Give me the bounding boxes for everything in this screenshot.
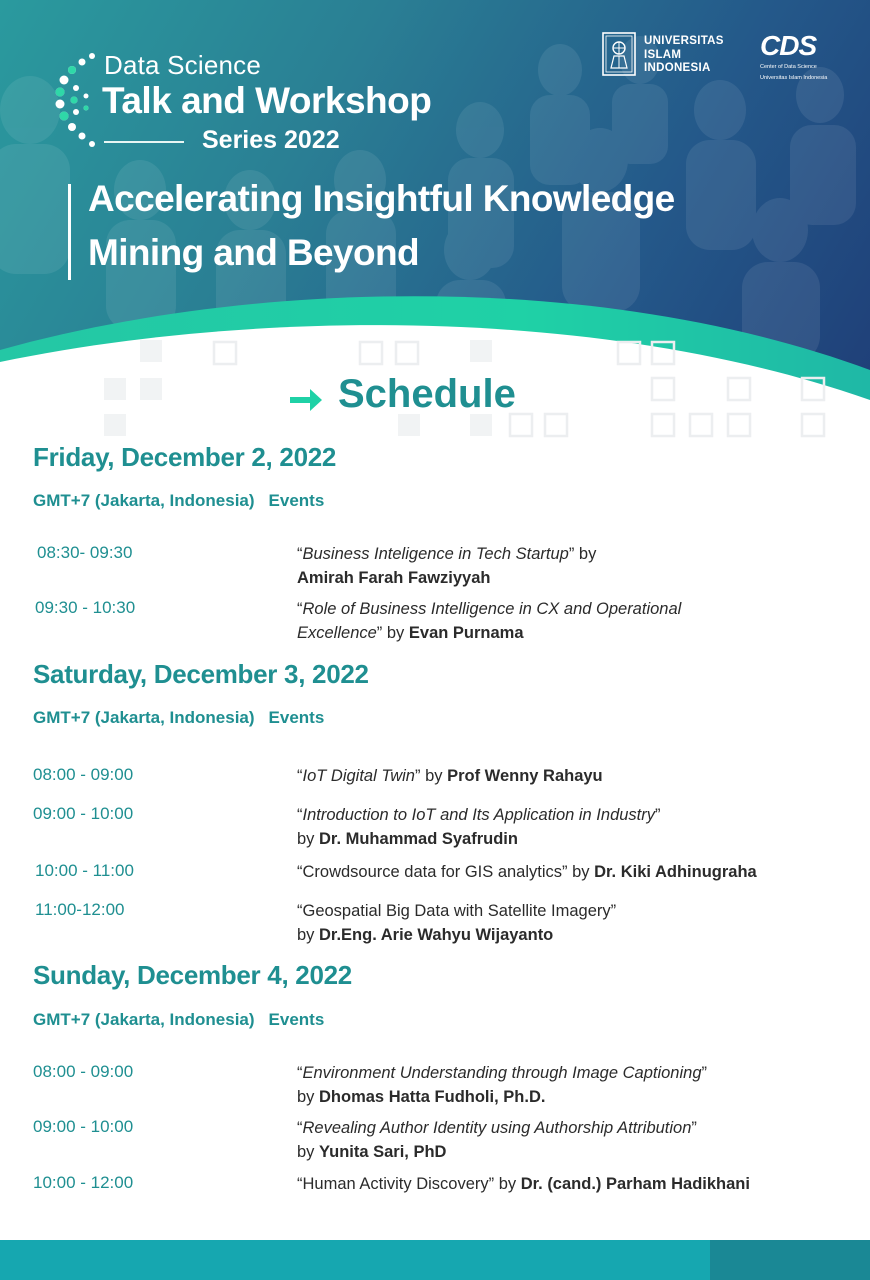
session-text: ”: [701, 1064, 707, 1082]
session-text: ” by: [376, 624, 409, 642]
session-description: [297, 764, 603, 788]
timezone-label: GMT+7 (Jakarta, Indonesia): [33, 708, 255, 727]
events-label: Events: [268, 1010, 325, 1029]
session-line: [297, 1116, 697, 1140]
day-date: Sunday, December 4, 2022: [33, 960, 352, 990]
session-line: [297, 899, 616, 923]
arrow-right-icon: [288, 384, 324, 416]
session-text: “: [297, 806, 303, 824]
event-title-line-1: Accelerating Insightful Knowledge: [88, 178, 675, 219]
session-text: by: [297, 1088, 320, 1106]
session-line: [297, 597, 681, 621]
session-time: 08:00 - 09:00: [33, 1062, 134, 1081]
session-line: [297, 566, 596, 590]
session-text: “: [297, 1064, 303, 1082]
session-text: “: [297, 545, 303, 563]
timezone-label: GMT+7 (Jakarta, Indonesia): [33, 491, 255, 510]
uii-wordmark: [644, 35, 724, 76]
session-line: [297, 764, 603, 788]
session-text: “: [297, 1119, 303, 1137]
events-label: Events: [268, 491, 325, 510]
speaker-name: Dr. (cand.) Parham Hadikhani: [520, 1175, 750, 1193]
footer-bar-accent: [710, 1240, 870, 1280]
session-time: 10:00 - 12:00: [33, 1173, 134, 1192]
series-divider-line: [104, 141, 184, 143]
speaker-name: Dr. Muhammad Syafrudin: [319, 830, 518, 848]
session-text: by: [297, 926, 320, 944]
day-date: Saturday, December 3, 2022: [33, 659, 369, 689]
session-text: ”: [655, 806, 661, 824]
session-description: [297, 542, 596, 590]
session-text: ” by: [568, 545, 597, 563]
speaker-name: Dhomas Hatta Fudholi, Ph.D.: [319, 1088, 546, 1106]
talk-title: Revealing Author Identity using Authorship Attribution: [302, 1119, 692, 1137]
session-text: “Geospatial Big Data with Satellite Imagery”: [297, 902, 617, 920]
session-description: [297, 597, 681, 645]
speaker-name: Dr. Kiki Adhinugraha: [594, 863, 757, 881]
session-line: [297, 542, 596, 566]
cds-wordmark: CDS: [760, 30, 817, 61]
talk-title: Introduction to IoT and Its Application in Industry: [302, 806, 656, 824]
uii-line-3: INDONESIA: [644, 62, 711, 74]
day-date: Friday, December 2, 2022: [33, 442, 337, 472]
session-description: [297, 1172, 750, 1196]
event-title-line-2: Mining and Beyond: [88, 232, 420, 273]
session-text: “Human Activity Discovery” by: [297, 1175, 521, 1193]
session-time: 11:00-12:00: [35, 900, 125, 919]
session-text: by: [297, 830, 320, 848]
session-line: [297, 1140, 697, 1164]
talk-title: Role of Business Intelligence in CX and Operational: [302, 600, 682, 618]
session-text: ” by: [414, 767, 448, 785]
schedule-title: Schedule: [338, 372, 516, 416]
session-time: 09:30 - 10:30: [35, 598, 136, 617]
session-text: by: [297, 1143, 320, 1161]
session-line: [297, 1085, 707, 1109]
timezone-row: [33, 1010, 324, 1030]
session-time: 08:00 - 09:00: [33, 765, 134, 784]
session-time: 08:30- 09:30: [37, 543, 133, 562]
timezone-row: [33, 491, 324, 511]
talk-title: IoT Digital Twin: [302, 767, 415, 785]
cds-subtitle-line-1: Center of Data Science: [760, 64, 817, 70]
data-science-logo-dots-icon: [52, 52, 100, 152]
session-line: [297, 621, 681, 645]
session-description: [297, 899, 616, 947]
series-top-label: Data Science: [104, 50, 262, 80]
speaker-name: Evan Purnama: [408, 624, 524, 642]
session-line: [297, 803, 661, 827]
session-text: “: [297, 600, 303, 618]
uii-line-1: UNIVERSITAS: [644, 35, 724, 47]
series-year-label: Series 2022: [202, 126, 340, 154]
uii-line-2: ISLAM: [644, 48, 682, 61]
session-text: ”: [691, 1119, 697, 1137]
session-line: [297, 1172, 750, 1196]
session-description: [297, 1061, 707, 1109]
speaker-name: Amirah Farah Fawziyyah: [297, 569, 491, 587]
session-text: “Crowdsource data for GIS analytics” by: [297, 863, 595, 881]
uii-seal-icon: [602, 32, 636, 76]
talk-title: Environment Understanding through Image Captioning: [302, 1064, 702, 1082]
speaker-name: Prof Wenny Rahayu: [447, 767, 603, 785]
session-line: [297, 923, 616, 947]
session-line: [297, 860, 757, 884]
session-line: [297, 1061, 707, 1085]
session-text: “: [297, 767, 303, 785]
series-main-label: Talk and Workshop: [102, 80, 432, 121]
session-description: [297, 860, 757, 884]
speaker-name: Yunita Sari, PhD: [319, 1143, 447, 1161]
title-accent-bar: [68, 184, 71, 280]
speaker-name: Dr.Eng. Arie Wahyu Wijayanto: [319, 926, 554, 944]
uii-logo: [602, 32, 742, 80]
cds-subtitle-line-2: Universitas Islam Indonesia: [760, 74, 828, 81]
talk-title: Excellence: [297, 624, 377, 642]
talk-title: Business Inteligence in Tech Startup: [302, 545, 569, 563]
timezone-row: [33, 708, 324, 728]
session-time: 09:00 - 10:00: [33, 1117, 134, 1136]
events-label: Events: [268, 708, 325, 727]
session-description: [297, 803, 661, 851]
session-time: 10:00 - 11:00: [35, 861, 134, 880]
session-line: [297, 827, 661, 851]
session-description: [297, 1116, 697, 1164]
session-time: 09:00 - 10:00: [33, 804, 134, 823]
cds-logo: [760, 32, 838, 82]
timezone-label: GMT+7 (Jakarta, Indonesia): [33, 1010, 255, 1029]
